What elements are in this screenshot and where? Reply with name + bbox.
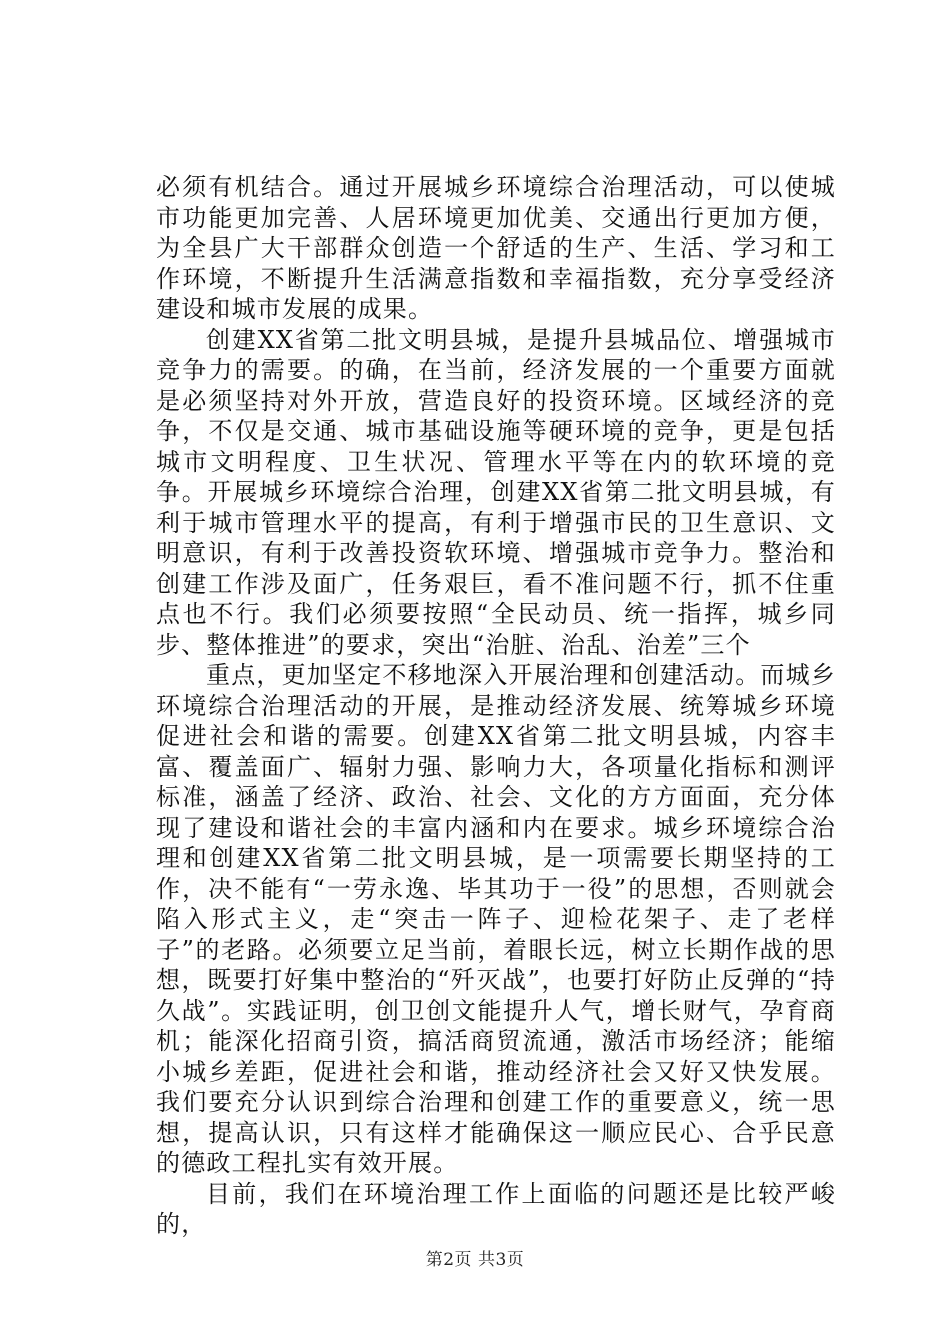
paragraph-2: 创建XX省第二批文明县城，是提升县城品位、增强城市竞争力的需要。的确，在当前，经济发展的一个重要方面就是必须坚持对外开放，营造良好的投资环境。区域经济的竞争，不仅是交通、城市基础设施等硬环境的竞争，更是包括城市文明程度、卫生状况、管理水平等在内的软环境的竞争。开展城乡环境综合治理，创建XX省第二批文明县城，有利于城市管理水平的提高，有利于增强市民的卫生意识、文明意识，有利于改善投资软环境、增强城市竞争力。整治和创建工作涉及面广，任务艰巨，看不准问题不行，抓不住重点也不行。我们必须要按照“全民动员、统一指挥，城乡同步、整体推进”的要求，突出“治脏、治乱、治差”三个 xyxy=(156,325,836,659)
paragraph-1: 必须有机结合。通过开展城乡环境综合治理活动，可以使城市功能更加完善、人居环境更加优美、交通出行更加方便，为全县广大干部群众创造一个舒适的生产、生活、学习和工作环境，不断提升生活满意指数和幸福指数，充分享受经济建设和城市发展的成果。 xyxy=(156,173,836,323)
paragraph-3: 重点，更加坚定不移地深入开展治理和创建活动。而城乡环境综合治理活动的开展，是推动经济发展、统筹城乡环境促进社会和谐的需要。创建XX省第二批文明县城，内容丰富、覆盖面广、辐射力强、影响力大，各项量化指标和测评标准，涵盖了经济、政治、社会、文化的方方面面，充分体现了建设和谐社会的丰富内涵和内在要求。城乡环境综合治理和创建XX省第二批文明县城，是一项需要长期坚持的工作，决不能有“一劳永逸、毕其功于一役”的思想，否则就会陷入形式主义，走“突击一阵子、迎检花架子、走了老样子”的老路。必须要立足当前，着眼长远，树立长期作战的思想，既要打好集中整治的“歼灭战”，也要打好防止反弹的“持久战”。实践证明，创卫创文能提升人气，增长财气，孕育商机；能深化招商引资，搞活商贸流通，激活市场经济；能缩小城乡差距，促进社会和谐，推动经济社会又好又快发展。我们要充分认识到综合治理和创建工作的重要意义，统一思想，提高认识，只有这样才能确保这一顺应民心、合乎民意的德政工程扎实有效开展。 xyxy=(156,661,836,1177)
document-body xyxy=(156,172,836,1240)
paragraph-4: 目前，我们在环境治理工作上面临的问题还是比较严峻的， xyxy=(156,1179,836,1238)
page-number-footer: 第2页 共3页 xyxy=(425,1250,525,1270)
